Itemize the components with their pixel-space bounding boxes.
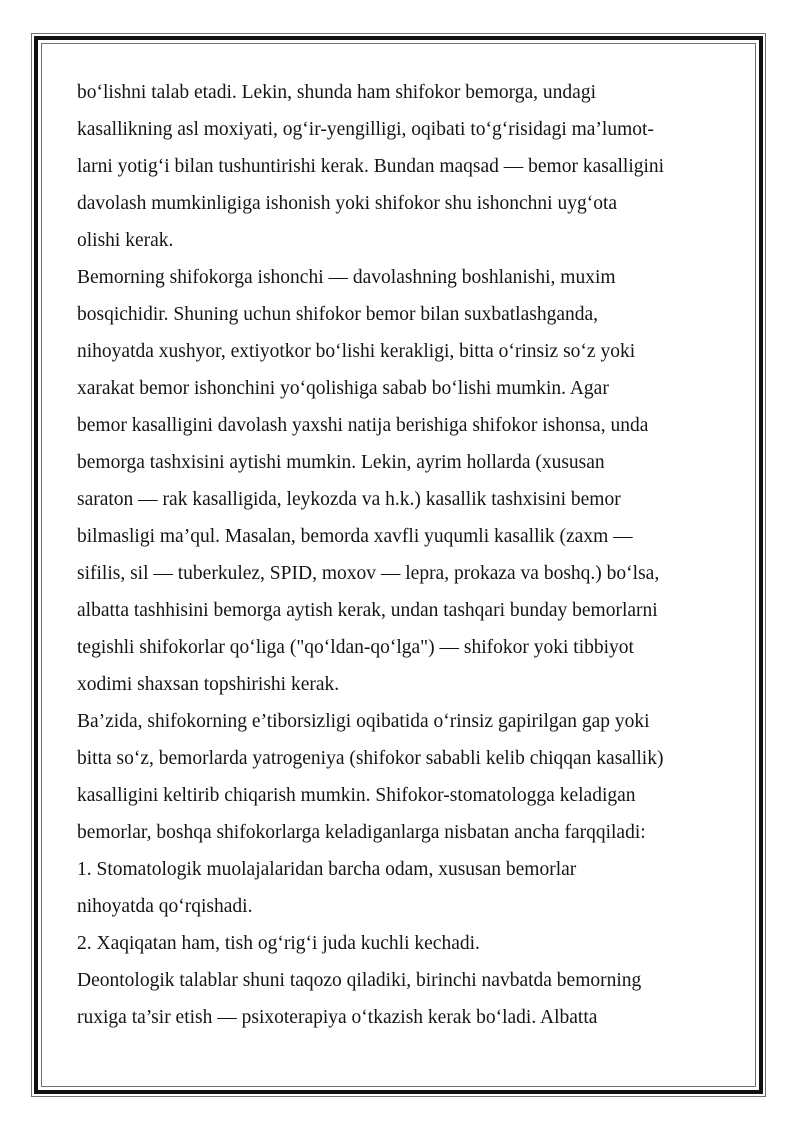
document-body xyxy=(77,74,737,1036)
text-line: nihoyatda xushyor, extiyotkor bo‘lishi kerakligi, bitta o‘rinsiz so‘z yoki xyxy=(77,341,636,362)
text-line: xodimi shaxsan topshirishi kerak. xyxy=(77,674,340,695)
text-line: albatta tashhisini bemorga aytish kerak, undan tashqari bunday bemorlarni xyxy=(77,600,658,621)
text-line: davolash mumkinligiga ishonish yoki shifokor shu ishonchni uyg‘ota xyxy=(77,193,618,214)
text-line: bilmasligi ma’qul. Masalan, bemorda xavfli yuqumli kasallik (zaxm — xyxy=(77,526,633,547)
text-line: sifilis, sil — tuberkulez, SPID, moxov — lepra, prokaza va boshq.) bo‘lsa, xyxy=(77,563,660,584)
text-line: bitta so‘z, bemorlarda yatrogeniya (shifokor sababli kelib chiqqan kasallik) xyxy=(77,748,664,769)
text-line: bo‘lishni talab etadi. Lekin, shunda ham shifokor bemorga, undagi xyxy=(77,82,596,103)
text-line: kasallikning asl moxiyati, og‘ir-yengilligi, oqibati to‘g‘risidagi ma’lumot- xyxy=(77,119,654,140)
text-line: saraton — rak kasalligida, leykozda va h.k.) kasallik tashxisini bemor xyxy=(77,489,621,510)
text-line: bosqichidir. Shuning uchun shifokor bemor bilan suxbatlashganda, xyxy=(77,304,599,325)
text-line: nihoyatda qo‘rqishadi. xyxy=(77,896,253,917)
text-line: xarakat bemor ishonchini yo‘qolishiga sabab bo‘lishi mumkin. Agar xyxy=(77,378,609,399)
text-line: 1. Stomatologik muolajalaridan barcha odam, xususan bemorlar xyxy=(77,859,577,880)
text-line: kasalligini keltirib chiqarish mumkin. Shifokor-stomatologga keladigan xyxy=(77,785,636,806)
text-line: Ba’zida, shifokorning e’tiborsizligi oqibatida o‘rinsiz gapirilgan gap yoki xyxy=(77,711,650,732)
text-line: bemor kasalligini davolash yaxshi natija berishiga shifokor ishonsa, unda xyxy=(77,415,649,436)
text-line: bemorlar, boshqa shifokorlarga keladiganlarga nisbatan ancha farqqiladi: xyxy=(77,822,646,843)
text-line: Deontologik talablar shuni taqozo qiladiki, birinchi navbatda bemorning xyxy=(77,970,642,991)
text-line: olishi kerak. xyxy=(77,230,174,251)
text-line: larni yotig‘i bilan tushuntirishi kerak. Bundan maqsad — bemor kasalligini xyxy=(77,156,665,177)
text-line: ruxiga ta’sir etish — psixoterapiya o‘tkazish kerak bo‘ladi. Albatta xyxy=(77,1007,598,1028)
text-line: 2. Xaqiqatan ham, tish og‘rig‘i juda kuchli kechadi. xyxy=(77,933,480,954)
text-line: bemorga tashxisini aytishi mumkin. Lekin, ayrim hollarda (xususan xyxy=(77,452,605,473)
text-line: Bemorning shifokorga ishonchi — davolashning boshlanishi, muxim xyxy=(77,267,616,288)
text-line: tegishli shifokorlar qo‘liga ("qo‘ldan-qo‘lga") — shifokor yoki tibbiyot xyxy=(77,637,634,658)
